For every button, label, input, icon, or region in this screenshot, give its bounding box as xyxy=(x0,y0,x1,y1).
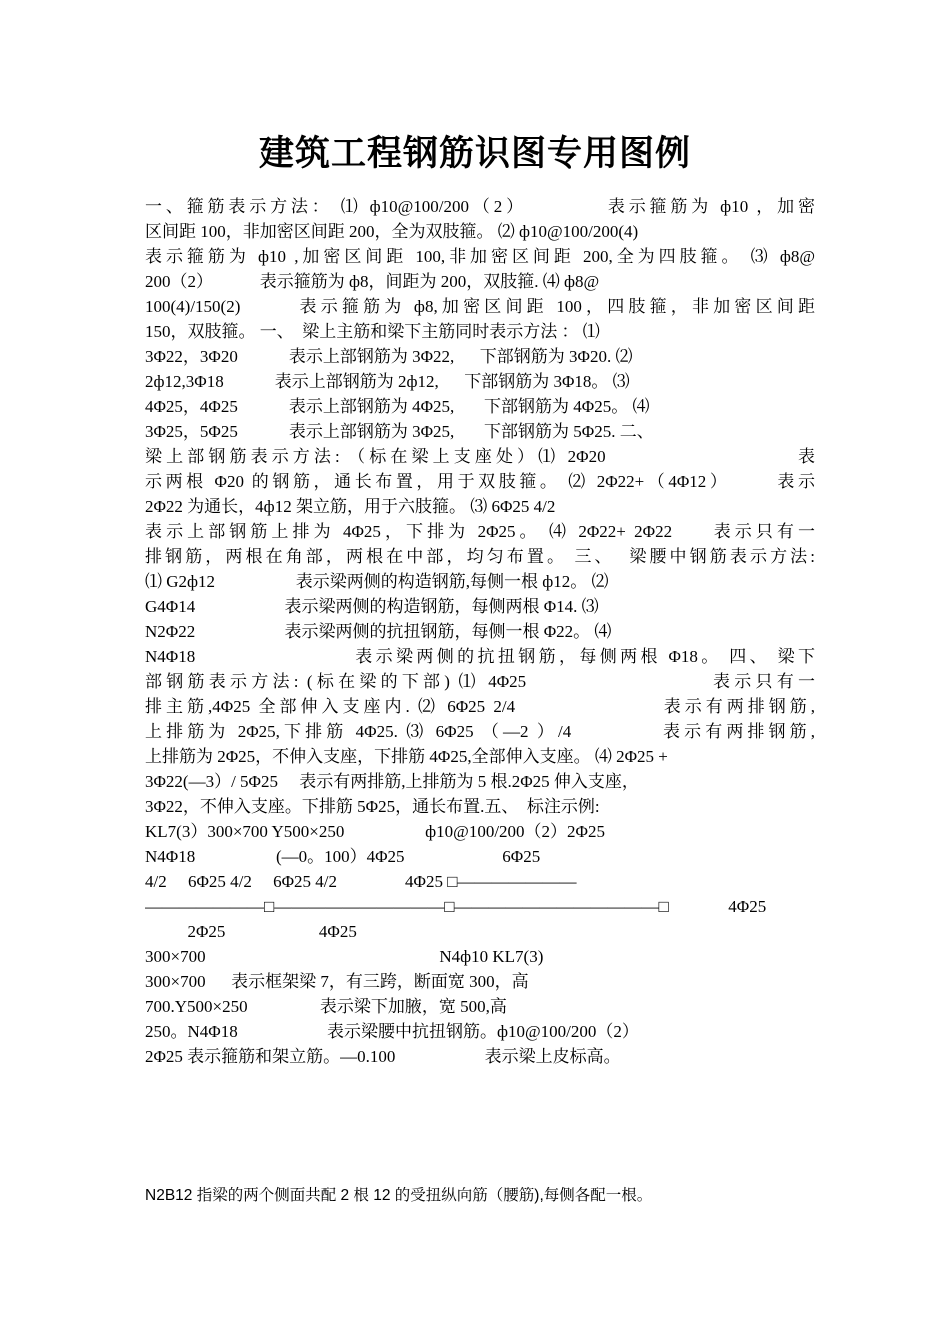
text-line: N2Φ22 表示梁两侧的抗扭钢筋，每侧一根 Φ22。 ⑷ xyxy=(145,622,612,641)
text-line: ⑴ G2ф12 表示梁两侧的构造钢筋,每侧一根 ф12。 ⑵ xyxy=(145,572,609,591)
text-line: ———————□——————————□————————————□ 4Φ25 xyxy=(145,897,767,916)
text-line: 200（2） 表示箍筋为 ф8，间距为 200，双肢箍. ⑷ ф8@ xyxy=(145,272,600,291)
text-line: 2Φ25 4Φ25 xyxy=(145,922,357,941)
text-line: 部钢筋表示方法: (标在梁的下部) ⑴ 4Φ25 表示只有一 xyxy=(145,672,815,691)
text-line: 示两根 Φ20 的钢筋，通长布置，用于双肢箍。 ⑵ 2Φ22+（4Φ12） 表示 xyxy=(145,472,815,491)
text-line: 3Φ22，3Φ20 表示上部钢筋为 3Φ22, 下部钢筋为 3Φ20. ⑵ xyxy=(145,347,633,366)
text-line: 2ф12,3Φ18 表示上部钢筋为 2ф12, 下部钢筋为 3Φ18。 ⑶ xyxy=(145,372,630,391)
text-line: 3Φ25，5Φ25 表示上部钢筋为 3Φ25, 下部钢筋为 5Φ25. 二、 xyxy=(145,422,654,441)
page-title: 建筑工程钢筋识图专用图例 xyxy=(258,133,691,174)
text-line: N4Φ18 (—0。100）4Φ25 6Φ25 xyxy=(145,847,541,866)
text-line: 3Φ22(—3）/ 5Φ25 表示有两排筋,上排筋为 5 根.2Φ25 伸入支座， xyxy=(145,772,639,791)
text-line: 250。N4Φ18 表示梁腰中抗扭钢筋。ф10@100/200（2） xyxy=(145,1022,639,1041)
text-line: 排钢筋，两根在角部，两根在中部，均匀布置。 三、 梁腰中钢筋表示方法: xyxy=(145,547,815,566)
text-line: 100(4)/150(2) 表示箍筋为 ф8,加密区间距 100，四肢箍，非加密区间距 xyxy=(145,297,815,316)
text-line: 2Φ22 为通长，4ф12 架立筋，用于六肢箍。 ⑶ 6Φ25 4/2 xyxy=(145,497,556,516)
text-line: 700.Y500×250 表示梁下加腋，宽 500,高 xyxy=(145,997,507,1016)
text-line: 300×700 N4ф10 KL7(3) xyxy=(145,947,544,966)
text-line: 区间距 100，非加密区间距 200，全为双肢箍。 ⑵ ф10@100/200(4) xyxy=(145,222,639,241)
text-line: 梁上部钢筋表示方法: （标在梁上支座处）⑴ 2Φ20 表 xyxy=(145,447,815,466)
text-line: 300×700 表示框架梁 7，有三跨，断面宽 300，高 xyxy=(145,972,529,991)
text-line: 表示箍筋为 ф10 ,加密区间距 100,非加密区间距 200,全为四肢箍。 ⑶ ф8@ xyxy=(145,247,815,266)
text-line: 2Φ25 表示箍筋和架立筋。—0.100 表示梁上皮标高。 xyxy=(145,1047,621,1066)
text-line: N4Φ18 表示梁两侧的抗扭钢筋，每侧两根 Φ18。 四、 梁下 xyxy=(145,647,815,666)
text-line: 4/2 6Φ25 4/2 6Φ25 4/2 4Φ25 □——————— xyxy=(145,872,577,891)
text-line: 4Φ25，4Φ25 表示上部钢筋为 4Φ25, 下部钢筋为 4Φ25。 ⑷ xyxy=(145,397,650,416)
text-line: 150，双肢箍。 一、 梁上主筋和梁下主筋同时表示方法 ： ⑴ xyxy=(145,322,600,341)
text-line: 表示上部钢筋上排为 4Φ25，下排为 2Φ25。 ⑷ 2Φ22+ 2Φ22 表示只有一 xyxy=(145,522,815,541)
text-line: 上排筋为 2Φ25,下排筋 4Φ25. ⑶ 6Φ25 （—2 ）/4 表示有两排钢筋, xyxy=(145,722,815,741)
text-line: 排主筋,4Φ25 全部伸入支座内. ⑵ 6Φ25 2/4 表示有两排钢筋, xyxy=(145,697,815,716)
text-line: G4Φ14 表示梁两侧的构造钢筋，每侧两根 Φ14. ⑶ xyxy=(145,597,599,616)
text-line: 一、箍筋表示方法： ⑴ ф10@100/200（2） 表示箍筋为 ф10 ，加密 xyxy=(145,197,815,216)
text-line: KL7(3）300×700 Y500×250 ф10@100/200（2）2Φ25 xyxy=(145,822,605,841)
text-line: 上排筋为 2Φ25，不伸入支座，下排筋 4Φ25,全部伸入支座。 ⑷ 2Φ25 + xyxy=(145,747,668,766)
body-text xyxy=(145,194,815,1069)
text-line: 3Φ22，不伸入支座。下排筋 5Φ25，通长布置.五、 标注示例: xyxy=(145,797,600,816)
footnote: N2B12 指梁的两个侧面共配 2 根 12 的受扭纵向筋（腰筋),每侧各配一根。 xyxy=(145,1187,653,1204)
